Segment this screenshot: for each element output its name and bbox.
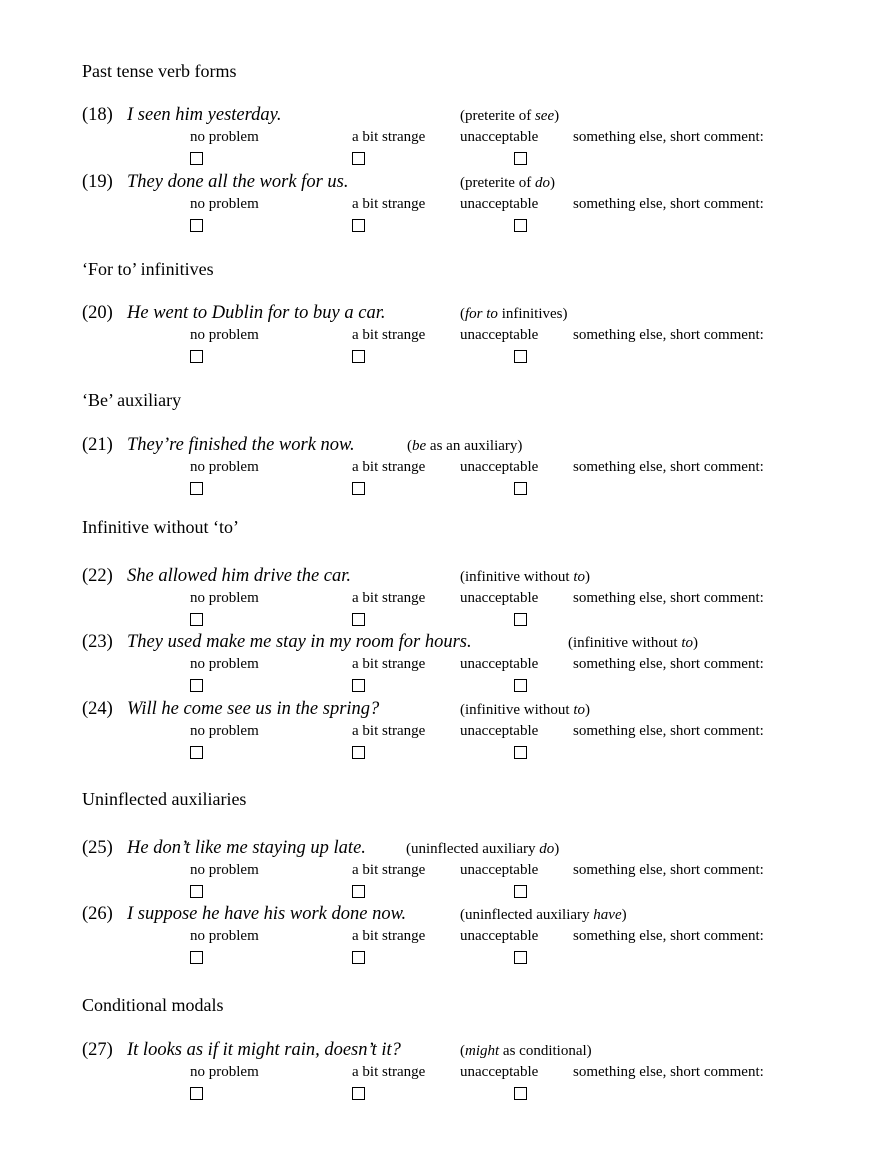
option-label-a-bit-strange: a bit strange: [352, 862, 426, 878]
option-label-a-bit-strange: a bit strange: [352, 196, 426, 212]
option-label-a-bit-strange: a bit strange: [352, 1064, 426, 1080]
option-label-something-else: something else, short comment:: [573, 327, 764, 343]
checkbox-unacceptable-27[interactable]: [514, 1087, 527, 1100]
item-text: Will he come see us in the spring?: [127, 699, 380, 719]
note-form: do: [539, 841, 555, 857]
item-sentence-25: [82, 837, 366, 859]
note-form: for to: [465, 306, 498, 322]
section-heading-be-auxiliary: ‘Be’ auxiliary: [82, 390, 182, 410]
option-label-unacceptable: unacceptable: [460, 723, 539, 739]
note-prefix: (uninflected auxiliary: [406, 841, 540, 857]
option-label-something-else: something else, short comment:: [573, 928, 764, 944]
note-prefix: (infinitive without: [460, 569, 574, 585]
note-form: to: [681, 635, 693, 651]
item-number: (27): [82, 1040, 113, 1060]
option-label-something-else: something else, short comment:: [573, 723, 764, 739]
option-label-unacceptable: unacceptable: [460, 862, 539, 878]
item-note-20: [460, 304, 568, 324]
section-heading-past-tense: Past tense verb forms: [82, 61, 237, 81]
note-prefix: (preterite of: [460, 108, 535, 124]
item-note-23: [568, 633, 698, 653]
note-prefix: (: [460, 306, 465, 322]
checkbox-a-bit-strange-24[interactable]: [352, 746, 365, 759]
option-label-a-bit-strange: a bit strange: [352, 327, 426, 343]
note-prefix: (infinitive without: [568, 635, 682, 651]
checkbox-a-bit-strange-18[interactable]: [352, 152, 365, 165]
note-suffix: ): [621, 907, 627, 923]
option-label-unacceptable: unacceptable: [460, 196, 539, 212]
item-number: (19): [82, 172, 113, 192]
option-label-no-problem: no problem: [190, 1064, 259, 1080]
item-sentence-20: [82, 302, 385, 324]
item-sentence-23: [82, 631, 472, 653]
item-sentence-19: [82, 171, 348, 193]
note-prefix: (uninflected auxiliary: [460, 907, 594, 923]
checkbox-a-bit-strange-20[interactable]: [352, 350, 365, 363]
item-sentence-22: [82, 565, 351, 587]
option-label-no-problem: no problem: [190, 656, 259, 672]
option-label-a-bit-strange: a bit strange: [352, 656, 426, 672]
note-form: might: [465, 1043, 500, 1059]
checkbox-a-bit-strange-25[interactable]: [352, 885, 365, 898]
checkbox-unacceptable-24[interactable]: [514, 746, 527, 759]
item-note-27: [460, 1041, 592, 1061]
option-label-a-bit-strange: a bit strange: [352, 590, 426, 606]
note-form: have: [593, 907, 622, 923]
checkbox-a-bit-strange-22[interactable]: [352, 613, 365, 626]
option-label-a-bit-strange: a bit strange: [352, 129, 426, 145]
note-form: see: [534, 108, 555, 124]
item-number: (21): [82, 435, 113, 455]
item-text: He don’t like me staying up late.: [127, 838, 366, 858]
option-label-unacceptable: unacceptable: [460, 327, 539, 343]
item-text: He went to Dublin for to buy a car.: [127, 303, 386, 323]
note-suffix: ): [585, 702, 590, 718]
checkbox-unacceptable-18[interactable]: [514, 152, 527, 165]
item-text: They done all the work for us.: [127, 172, 349, 192]
section-heading-conditional-modals: Conditional modals: [82, 995, 224, 1015]
checkbox-unacceptable-23[interactable]: [514, 679, 527, 692]
option-label-unacceptable: unacceptable: [460, 1064, 539, 1080]
section-heading-for-to: ‘For to’ infinitives: [82, 259, 214, 279]
checkbox-no-problem-22[interactable]: [190, 613, 203, 626]
option-label-no-problem: no problem: [190, 129, 259, 145]
checkbox-unacceptable-22[interactable]: [514, 613, 527, 626]
item-sentence-21: [82, 434, 355, 456]
note-suffix: as an auxiliary): [426, 438, 523, 454]
item-sentence-24: [82, 698, 379, 720]
option-label-no-problem: no problem: [190, 723, 259, 739]
checkbox-no-problem-23[interactable]: [190, 679, 203, 692]
item-number: (18): [82, 105, 113, 125]
option-label-no-problem: no problem: [190, 590, 259, 606]
checkbox-unacceptable-20[interactable]: [514, 350, 527, 363]
item-number: (26): [82, 904, 113, 924]
note-suffix: as conditional): [499, 1043, 592, 1059]
option-label-a-bit-strange: a bit strange: [352, 928, 426, 944]
note-prefix: (: [407, 438, 412, 454]
checkbox-unacceptable-26[interactable]: [514, 951, 527, 964]
option-label-unacceptable: unacceptable: [460, 590, 539, 606]
checkbox-a-bit-strange-26[interactable]: [352, 951, 365, 964]
section-heading-infinitive-without-to: Infinitive without ‘to’: [82, 517, 239, 537]
item-note-18: [460, 106, 559, 126]
option-label-something-else: something else, short comment:: [573, 129, 764, 145]
item-text: They used make me stay in my room for hours.: [127, 632, 472, 652]
option-label-something-else: something else, short comment:: [573, 459, 764, 475]
section-heading-uninflected-auxiliaries: Uninflected auxiliaries: [82, 789, 247, 809]
note-form: do: [534, 175, 550, 191]
checkbox-a-bit-strange-23[interactable]: [352, 679, 365, 692]
option-label-no-problem: no problem: [190, 928, 259, 944]
note-suffix: ): [554, 108, 560, 124]
item-text: I suppose he have his work done now.: [127, 904, 407, 924]
item-note-24: [460, 700, 590, 720]
option-label-a-bit-strange: a bit strange: [352, 723, 426, 739]
option-label-something-else: something else, short comment:: [573, 862, 764, 878]
option-label-unacceptable: unacceptable: [460, 129, 539, 145]
item-text: I seen him yesterday.: [127, 105, 282, 125]
item-text: It looks as if it might rain, doesn’t it?: [127, 1040, 401, 1060]
option-label-something-else: something else, short comment:: [573, 656, 764, 672]
item-sentence-26: [82, 903, 406, 925]
item-text: They’re finished the work now.: [127, 435, 355, 455]
option-label-unacceptable: unacceptable: [460, 459, 539, 475]
note-suffix: ): [693, 635, 698, 651]
note-suffix: infinitives): [497, 306, 568, 322]
option-label-something-else: something else, short comment:: [573, 196, 764, 212]
item-number: (20): [82, 303, 113, 323]
note-form: be: [412, 438, 427, 454]
item-text: She allowed him drive the car.: [127, 566, 352, 586]
checkbox-unacceptable-21[interactable]: [514, 482, 527, 495]
checkbox-no-problem-19[interactable]: [190, 219, 203, 232]
note-prefix: (infinitive without: [460, 702, 574, 718]
option-label-no-problem: no problem: [190, 196, 259, 212]
option-label-unacceptable: unacceptable: [460, 928, 539, 944]
checkbox-unacceptable-25[interactable]: [514, 885, 527, 898]
note-suffix: ): [585, 569, 590, 585]
checkbox-no-problem-27[interactable]: [190, 1087, 203, 1100]
item-note-19: [460, 173, 555, 193]
note-prefix: (: [460, 1043, 465, 1059]
item-number: (25): [82, 838, 113, 858]
checkbox-a-bit-strange-27[interactable]: [352, 1087, 365, 1100]
item-note-26: [460, 905, 627, 925]
checkbox-no-problem-20[interactable]: [190, 350, 203, 363]
checkbox-unacceptable-19[interactable]: [514, 219, 527, 232]
item-note-22: [460, 567, 590, 587]
note-prefix: (preterite of: [460, 175, 535, 191]
item-note-25: [406, 839, 559, 859]
checkbox-no-problem-25[interactable]: [190, 885, 203, 898]
note-form: to: [573, 702, 585, 718]
item-sentence-18: [82, 104, 281, 126]
option-label-no-problem: no problem: [190, 459, 259, 475]
item-number: (23): [82, 632, 113, 652]
checkbox-a-bit-strange-19[interactable]: [352, 219, 365, 232]
checkbox-a-bit-strange-21[interactable]: [352, 482, 365, 495]
checkbox-no-problem-18[interactable]: [190, 152, 203, 165]
option-label-something-else: something else, short comment:: [573, 590, 764, 606]
note-suffix: ): [549, 175, 555, 191]
item-note-21: [407, 436, 522, 456]
option-label-something-else: something else, short comment:: [573, 1064, 764, 1080]
checkbox-no-problem-26[interactable]: [190, 951, 203, 964]
item-sentence-27: [82, 1039, 401, 1061]
note-suffix: ): [554, 841, 560, 857]
checkbox-no-problem-21[interactable]: [190, 482, 203, 495]
note-form: to: [573, 569, 585, 585]
item-number: (22): [82, 566, 113, 586]
option-label-no-problem: no problem: [190, 327, 259, 343]
option-label-unacceptable: unacceptable: [460, 656, 539, 672]
item-number: (24): [82, 699, 113, 719]
checkbox-no-problem-24[interactable]: [190, 746, 203, 759]
option-label-a-bit-strange: a bit strange: [352, 459, 426, 475]
option-label-no-problem: no problem: [190, 862, 259, 878]
